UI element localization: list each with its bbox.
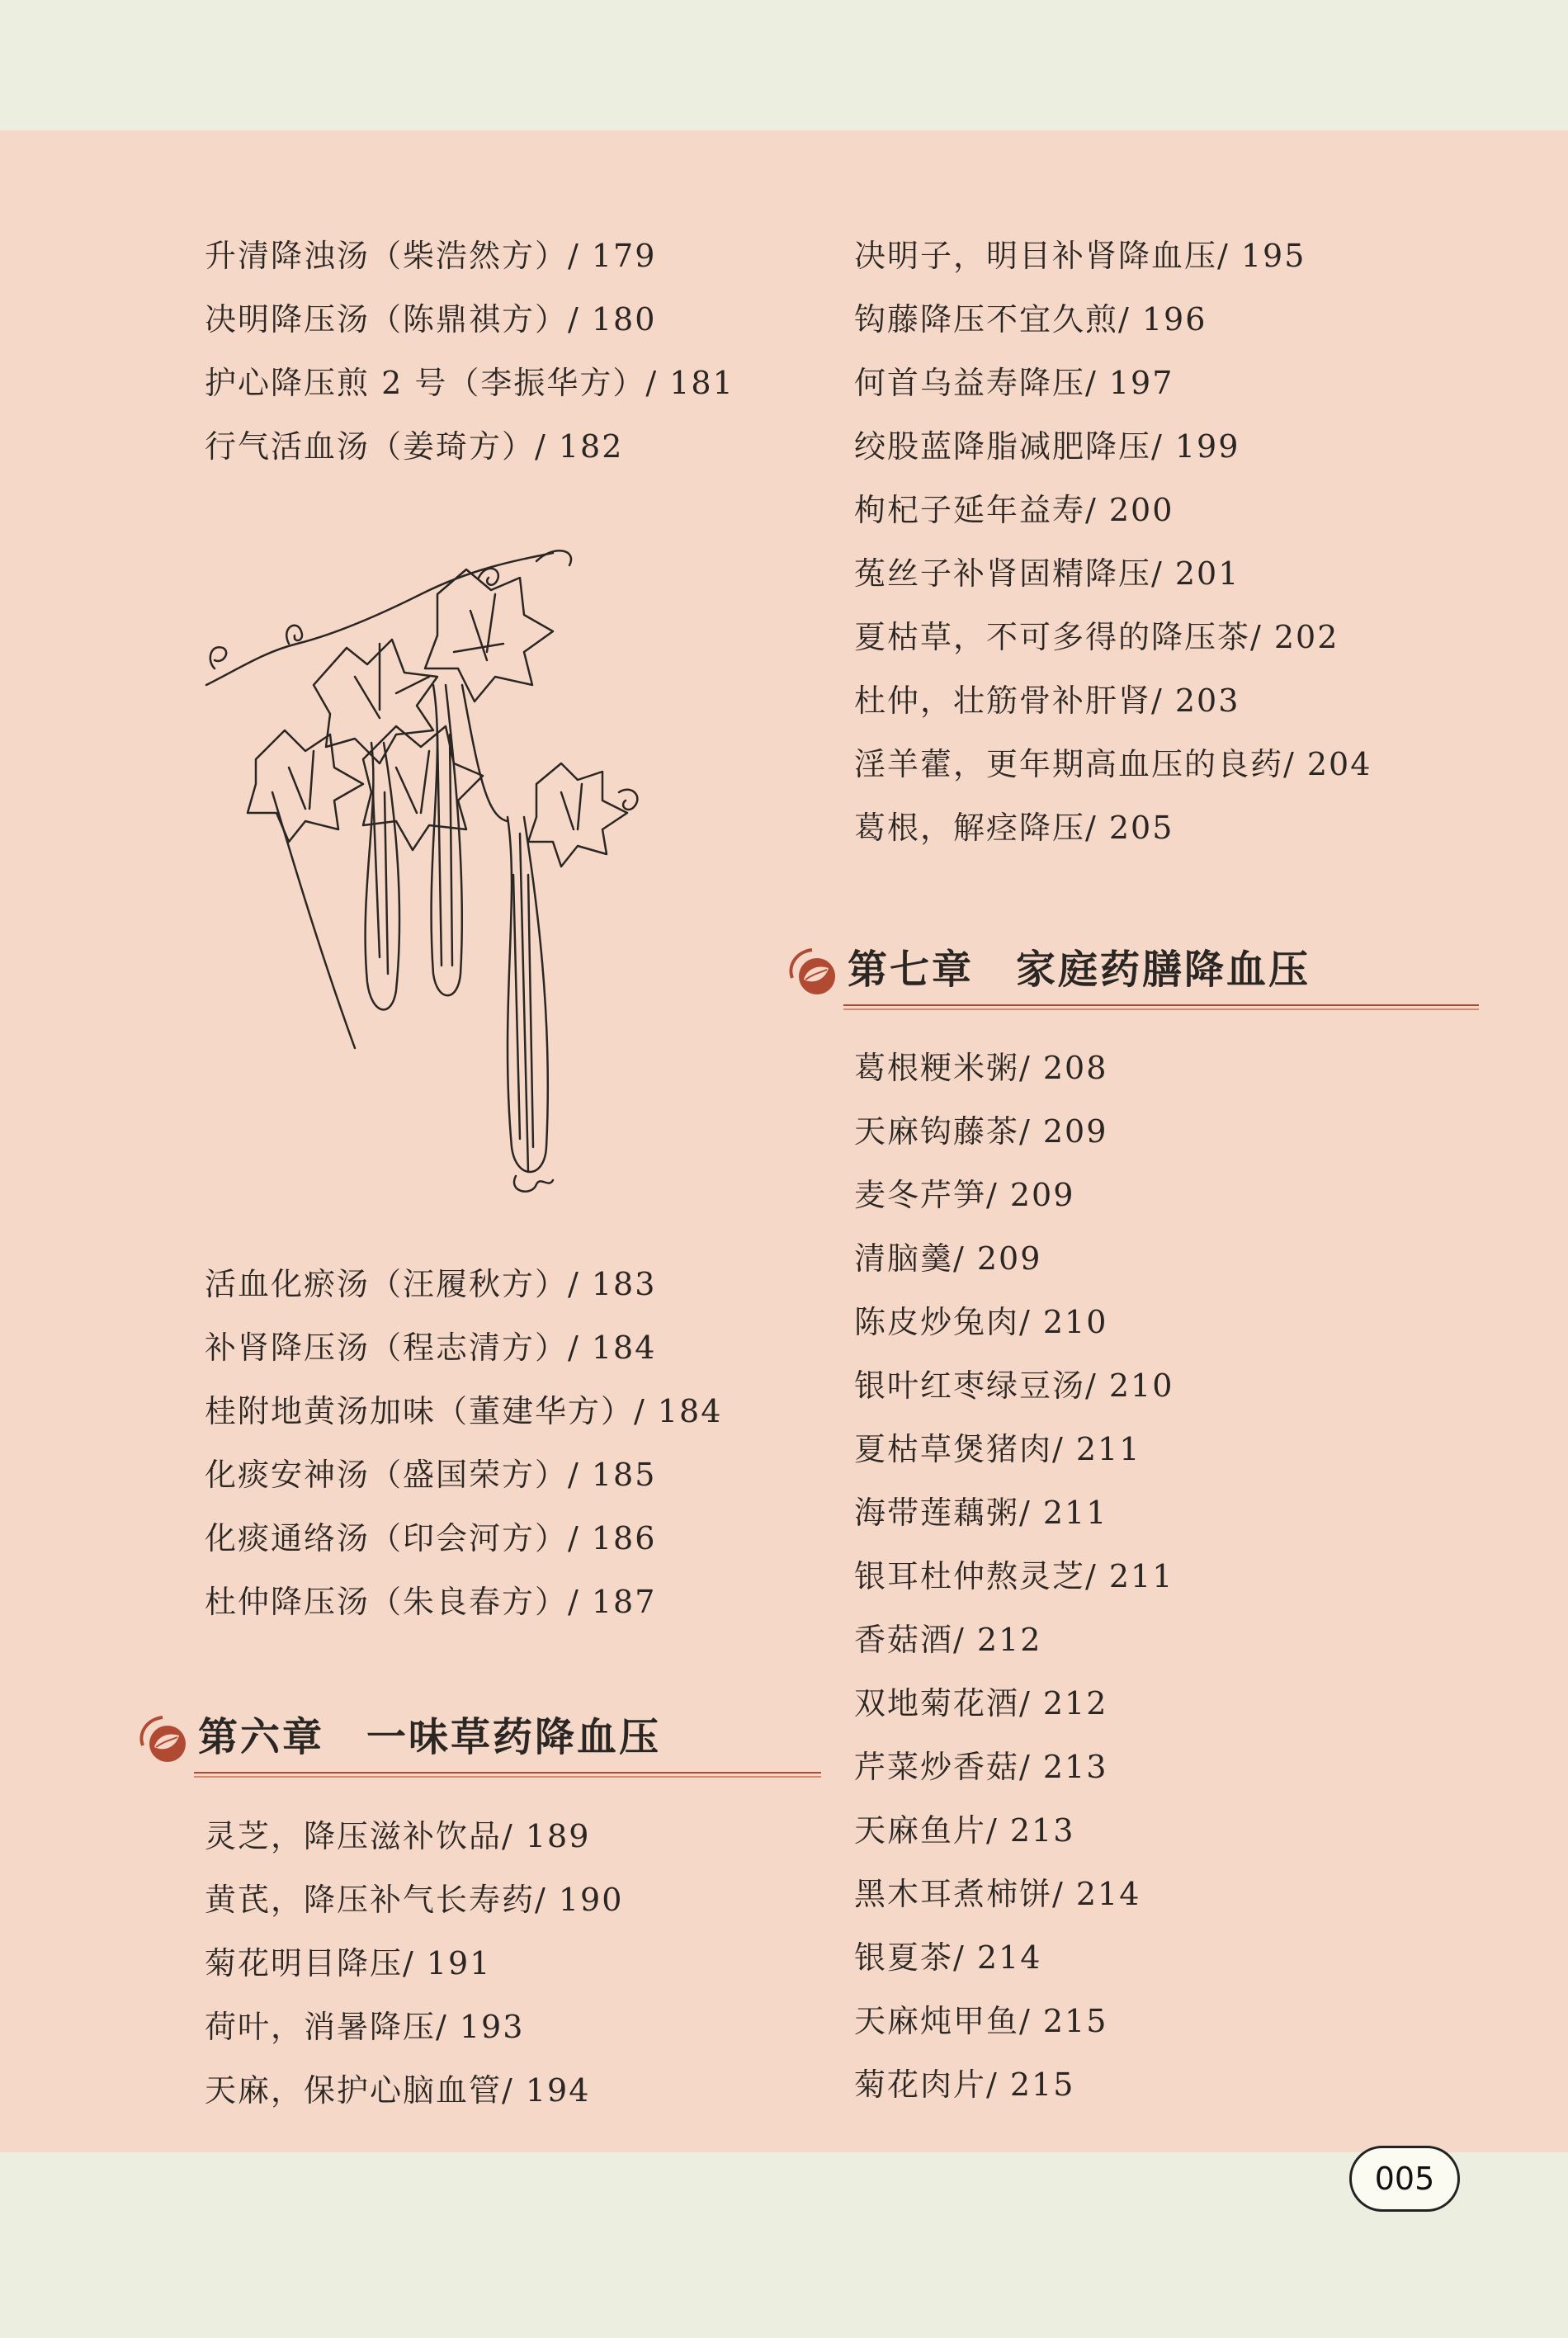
chapter-rule (843, 1004, 1479, 1010)
toc-entry[interactable]: 钩藤降压不宜久煎/ 196 (854, 301, 1207, 338)
leaf-badge-icon (136, 1707, 194, 1765)
toc-entry[interactable]: 补肾降压汤（程志清方）/ 184 (205, 1330, 657, 1366)
toc-entry[interactable]: 护心降压煎 2 号（李振华方）/ 181 (205, 365, 734, 401)
toc-entry[interactable]: 活血化瘀汤（汪履秋方）/ 183 (205, 1266, 657, 1302)
toc-entry[interactable]: 天麻钩藤茶/ 209 (854, 1113, 1108, 1150)
toc-entry[interactable]: 黄芪，降压补气长寿药/ 190 (205, 1882, 624, 1918)
toc-entry[interactable]: 黑木耳煮柿饼/ 214 (854, 1876, 1141, 1912)
toc-entry[interactable]: 葛根，解痉降压/ 205 (854, 810, 1174, 846)
toc-left-top (205, 224, 734, 479)
toc-entry[interactable]: 桂附地黄汤加味（董建华方）/ 184 (205, 1393, 723, 1429)
toc-right-top (854, 224, 1372, 860)
chapter-7-heading[interactable] (786, 937, 1479, 1003)
toc-entry[interactable]: 决明降压汤（陈鼎祺方）/ 180 (205, 301, 657, 338)
toc-entry[interactable]: 夏枯草，不可多得的降压茶/ 202 (854, 619, 1339, 655)
toc-entry[interactable]: 麦冬芹笋/ 209 (854, 1177, 1075, 1213)
toc-entry[interactable]: 决明子，明目补肾降血压/ 195 (854, 238, 1306, 274)
toc-entry[interactable]: 枸杞子延年益寿/ 200 (854, 492, 1174, 528)
toc-entry[interactable]: 灵芝，降压滋补饮品/ 189 (205, 1818, 591, 1854)
toc-entry[interactable]: 双地菊花酒/ 212 (854, 1685, 1108, 1722)
toc-entry[interactable]: 化痰安神汤（盛国荣方）/ 185 (205, 1457, 657, 1493)
toc-entry[interactable]: 芹菜炒香菇/ 213 (854, 1749, 1108, 1785)
toc-entry[interactable]: 葛根粳米粥/ 208 (854, 1050, 1108, 1086)
chapter-title: 第六章 一味草药降血压 (198, 1714, 662, 1760)
toc-entry[interactable]: 荷叶，消暑降压/ 193 (205, 2009, 525, 2045)
toc-entry[interactable]: 杜仲，壮筋骨补肝肾/ 203 (854, 683, 1240, 719)
toc-entry[interactable]: 菊花明目降压/ 191 (205, 1945, 492, 1981)
chapter-title: 第七章 家庭药膳降血压 (848, 947, 1311, 993)
toc-entry[interactable]: 何首乌益寿降压/ 197 (854, 365, 1174, 401)
toc-entry[interactable]: 银耳杜仲熬灵芝/ 211 (854, 1558, 1174, 1594)
toc-entry[interactable]: 天麻鱼片/ 213 (854, 1812, 1075, 1849)
toc-entry[interactable]: 夏枯草煲猪肉/ 211 (854, 1431, 1141, 1467)
toc-entry[interactable]: 海带莲藕粥/ 211 (854, 1495, 1108, 1531)
toc-entry[interactable]: 银夏茶/ 214 (854, 1939, 1042, 1976)
chapter-rule (194, 1772, 821, 1778)
toc-entry[interactable]: 绞股蓝降脂减肥降压/ 199 (854, 428, 1240, 465)
toc-chapter-7 (854, 1037, 1174, 2117)
toc-entry[interactable]: 天麻炖甲鱼/ 215 (854, 2003, 1108, 2039)
toc-entry[interactable]: 升清降浊汤（柴浩然方）/ 179 (205, 238, 657, 274)
toc-entry[interactable]: 菟丝子补肾固精降压/ 201 (854, 555, 1240, 592)
toc-entry[interactable]: 行气活血汤（姜琦方）/ 182 (205, 428, 624, 465)
toc-entry[interactable]: 陈皮炒兔肉/ 210 (854, 1304, 1108, 1340)
toc-entry[interactable]: 银叶红枣绿豆汤/ 210 (854, 1367, 1174, 1404)
toc-entry[interactable]: 菊花肉片/ 215 (854, 2066, 1075, 2103)
toc-entry[interactable]: 杜仲降压汤（朱良春方）/ 187 (205, 1584, 657, 1620)
leaf-badge-icon (786, 940, 843, 998)
toc-entry[interactable]: 化痰通络汤（印会河方）/ 186 (205, 1520, 657, 1556)
toc-chapter-6 (205, 1805, 623, 2123)
toc-entry[interactable]: 香菇酒/ 212 (854, 1622, 1042, 1658)
page-number: 005 (1349, 2146, 1460, 2212)
loofah-illustration (190, 545, 685, 1205)
toc-entry[interactable]: 淫羊藿，更年期高血压的良药/ 204 (854, 746, 1372, 782)
toc-entry[interactable]: 天麻，保护心脑血管/ 194 (205, 2072, 591, 2109)
toc-left-mid (205, 1253, 722, 1634)
toc-entry[interactable]: 清脑羹/ 209 (854, 1240, 1042, 1277)
chapter-6-heading[interactable] (136, 1704, 821, 1770)
